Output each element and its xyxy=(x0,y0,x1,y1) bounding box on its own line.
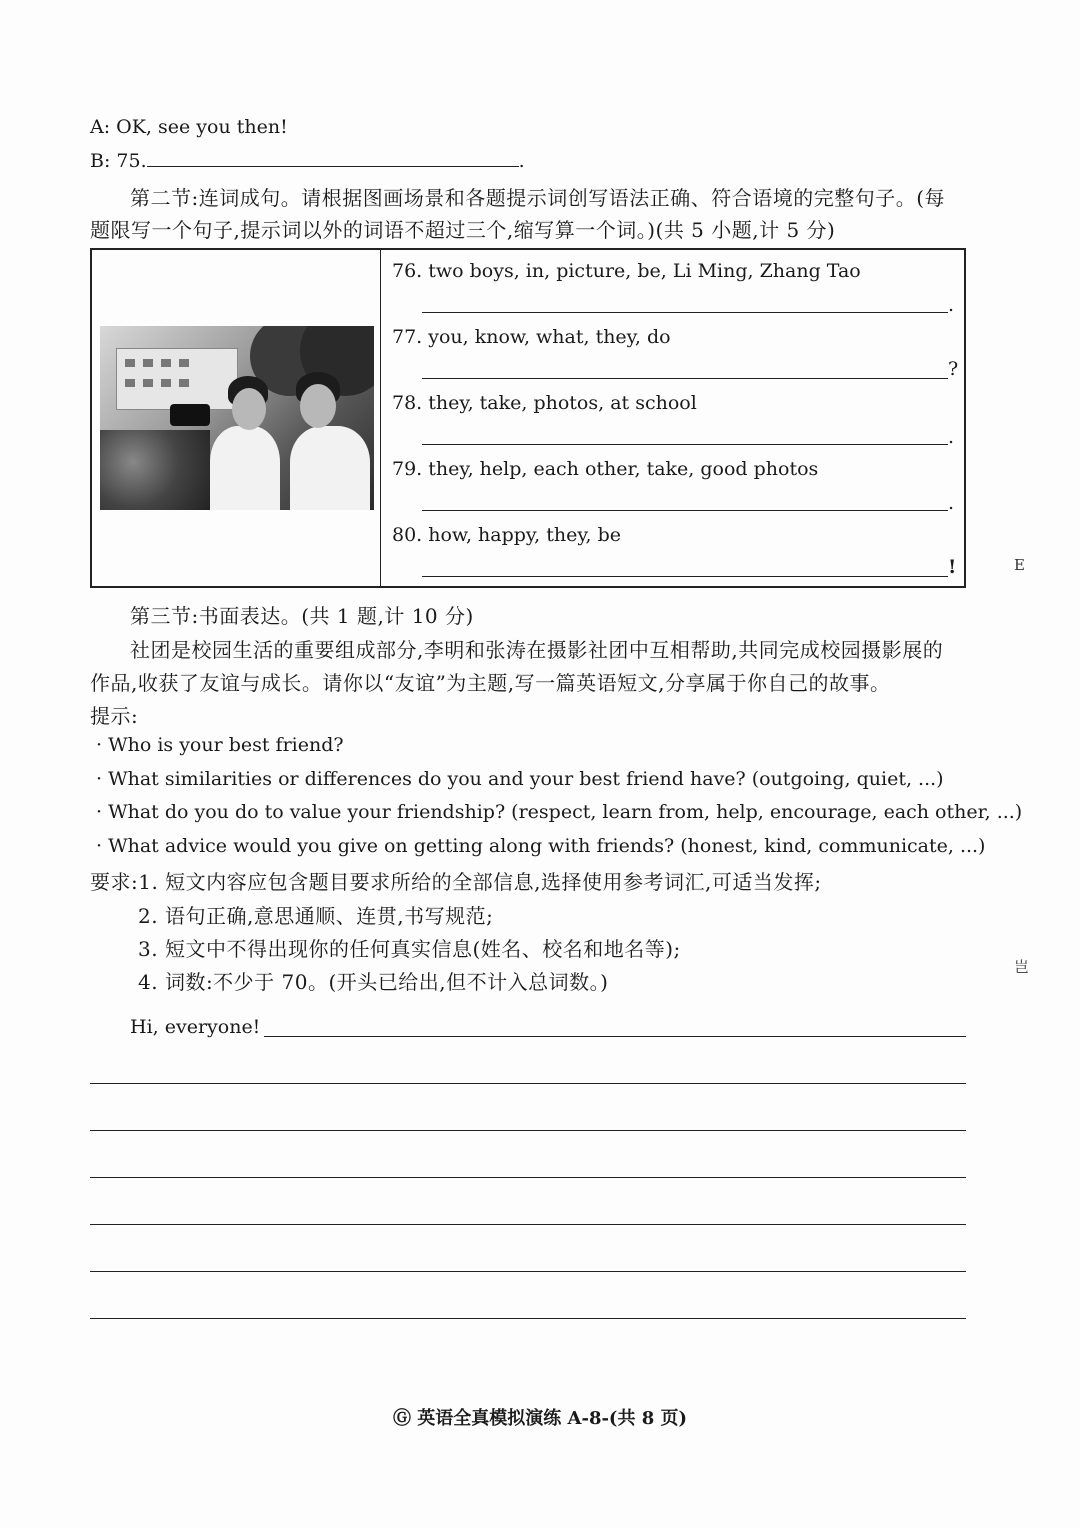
page-footer: Ⓖ 英语全真模拟演练 A-8-(共 8 页) xyxy=(392,1408,688,1429)
question-76-end: . xyxy=(948,294,955,316)
writing-line[interactable] xyxy=(90,1271,966,1272)
photo-camera xyxy=(170,404,210,426)
dialogue-b-prefix: B: 75. xyxy=(90,150,147,172)
photo-building xyxy=(116,348,238,410)
dialogue-b-line xyxy=(90,150,525,172)
requirement-item: 2. 语句正确,意思通顺、连贯,书写规范; xyxy=(138,904,494,928)
section3-intro-line1: 社团是校园生活的重要组成部分,李明和张涛在摄影社团中互相帮助,共同完成校园摄影展的 xyxy=(130,638,944,662)
section2-heading-line2: 题限写一个句子,提示词以外的词语不超过三个,缩写算一个词。)(共 5 小题,计 5 分) xyxy=(90,218,836,242)
requirement-item: 4. 词数:不少于 70。(开头已给出,但不计入总词数。) xyxy=(138,970,609,994)
question-78-end: . xyxy=(948,426,955,448)
writing-line[interactable] xyxy=(264,1036,966,1037)
hint-item: · Who is your best friend? xyxy=(96,734,344,756)
question-78-prompt: 78. they, take, photos, at school xyxy=(392,392,697,414)
writing-line[interactable] xyxy=(90,1318,966,1319)
writing-line[interactable] xyxy=(90,1130,966,1131)
requirement-item: 3. 短文中不得出现你的任何真实信息(姓名、校名和地名等); xyxy=(138,937,681,961)
writing-line[interactable] xyxy=(90,1177,966,1178)
question-79-end: . xyxy=(948,492,955,514)
question-76-prompt: 76. two boys, in, picture, be, Li Ming, Zhang Tao xyxy=(392,260,861,282)
margin-mark: E xyxy=(1014,556,1025,574)
table-divider xyxy=(380,250,381,586)
question-80-end: ! xyxy=(948,556,957,578)
answer-line-76[interactable] xyxy=(422,312,948,313)
writing-line[interactable] xyxy=(90,1224,966,1225)
writing-line[interactable] xyxy=(90,1083,966,1084)
requirement-item: 要求:1. 短文内容应包含题目要求所给的全部信息,选择使用参考词汇,可适当发挥; xyxy=(90,870,822,894)
hint-item: · What do you do to value your friendship? (respect, learn from, help, encourage, each other, ...) xyxy=(96,801,1023,823)
answer-line-77[interactable] xyxy=(422,378,948,379)
dialogue-b-suffix: . xyxy=(518,150,525,172)
question-77-prompt: 77. you, know, what, they, do xyxy=(392,326,671,348)
essay-opening: Hi, everyone! xyxy=(130,1016,261,1038)
hint-item: · What advice would you give on getting along with friends? (honest, kind, communicate, ...) xyxy=(96,835,986,857)
answer-line-80[interactable] xyxy=(422,576,948,577)
answer-blank-75[interactable] xyxy=(147,166,519,167)
question-77-end: ? xyxy=(948,358,959,380)
photo-two-boys xyxy=(100,326,374,510)
section2-heading-line1: 第二节:连词成句。请根据图画场景和各题提示词创写语法正确、符合语境的完整句子。(每 xyxy=(130,186,946,210)
margin-mark: 岂 xyxy=(1014,958,1030,976)
question-80-prompt: 80. how, happy, they, be xyxy=(392,524,622,546)
question-table xyxy=(90,248,966,588)
question-79-prompt: 79. they, help, each other, take, good photos xyxy=(392,458,819,480)
hint-item: · What similarities or differences do you and your best friend have? (outgoing, quiet, ...) xyxy=(96,768,944,790)
answer-line-78[interactable] xyxy=(422,444,948,445)
section3-intro-line2: 作品,收获了友谊与成长。请你以“友谊”为主题,写一篇英语短文,分享属于你自己的故事。 xyxy=(90,671,891,695)
photo-shrub xyxy=(100,430,210,510)
hints-label: 提示: xyxy=(90,704,139,728)
section3-heading: 第三节:书面表达。(共 1 题,计 10 分) xyxy=(130,604,474,628)
answer-line-79[interactable] xyxy=(422,510,948,511)
dialogue-a-line: A: OK, see you then! xyxy=(90,116,288,138)
